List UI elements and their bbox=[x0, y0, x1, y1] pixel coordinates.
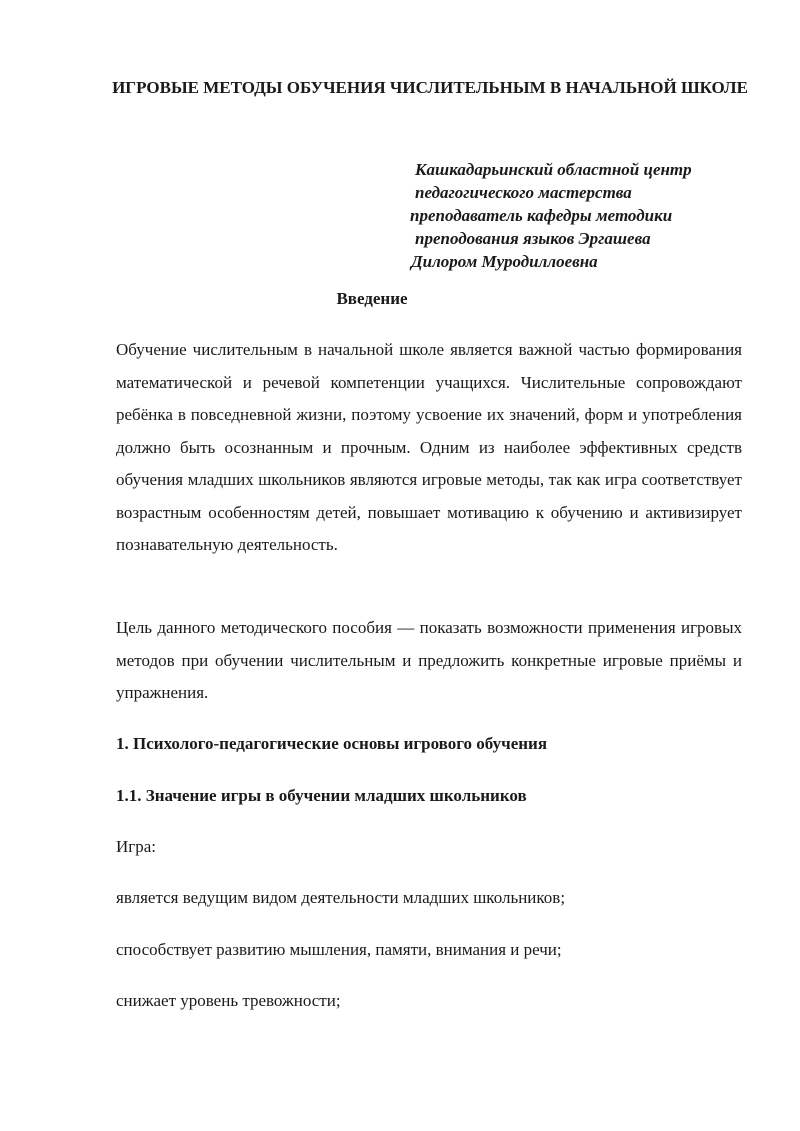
author-line: педагогического мастерства bbox=[415, 183, 632, 202]
author-block bbox=[0, 158, 800, 273]
paragraph: Цель данного методического пособия — показать возможности применения игровых методов при обучении числительным и предложить конкретные игровые приёмы и упражнения. bbox=[116, 618, 742, 702]
subsection-heading: 1.1. Значение игры в обучении младших школьников bbox=[116, 786, 527, 805]
list-item: снижает уровень тревожности; bbox=[116, 991, 341, 1010]
author-line: преподования языков Эргашева bbox=[415, 229, 651, 248]
list-item: способствует развитию мышления, памяти, внимания и речи; bbox=[116, 940, 562, 959]
section-heading: 1. Психолого-педагогические основы игрового обучения bbox=[116, 734, 548, 753]
author-line: преподаватель кафедры методики bbox=[410, 206, 673, 225]
list-intro: Игра: bbox=[116, 837, 157, 856]
paragraph: Обучение числительным в начальной школе является важной частью формирования математической и речевой компетенции учащихся. Числительные сопровождают ребёнка в повседневной жизни, поэтому усвоение их значений, форм и употребления должно быть осознанным и прочным. Одним из наиболее эффективных средств обучения младших школьников являются игровые методы, так как игра соответствует возрастным особенностям детей, повышает мотивацию к обучению и активизирует познавательную деятельность. bbox=[116, 340, 742, 554]
list-item: является ведущим видом деятельности младших школьников; bbox=[116, 888, 566, 907]
author-line: Дилором Муродиллоевна bbox=[411, 252, 598, 271]
intro-heading: Введение bbox=[336, 289, 408, 308]
document-title: ИГРОВЫЕ МЕТОДЫ ОБУЧЕНИЯ ЧИСЛИТЕЛЬНЫМ В НАЧАЛЬНОЙ ШКОЛЕ bbox=[112, 78, 748, 97]
author-line: Кашкадарьинский областной центр bbox=[415, 160, 692, 179]
